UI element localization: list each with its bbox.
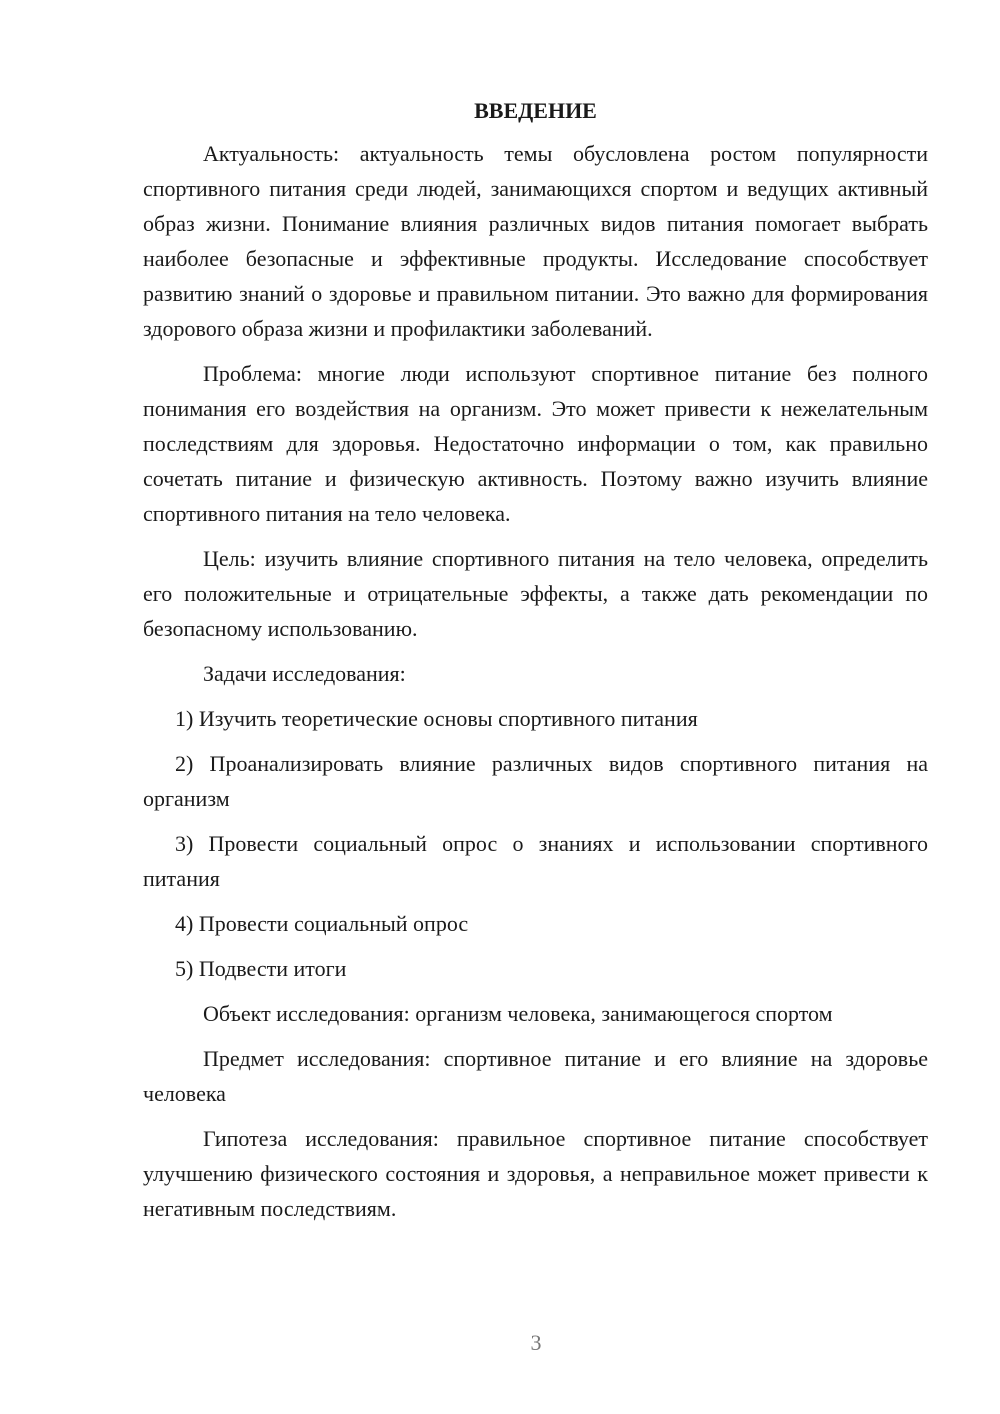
paragraph-subject: Предмет исследования: спортивное питание и его влияние на здоровье человека <box>143 1046 928 1106</box>
task-item-1: 1) Изучить теоретические основы спортивного питания <box>175 706 698 731</box>
page-number: 3 <box>530 1330 542 1355</box>
document-page <box>143 96 928 1236</box>
paragraph-object: Объект исследования: организм человека, занимающегося спортом <box>203 1001 833 1026</box>
section-heading: ВВЕДЕНИЕ <box>474 98 597 123</box>
paragraph-relevance: Актуальность: актуальность темы обусловлена ростом популярности спортивного питания среди людей, занимающихся спортом и ведущих активный образ жизни. Понимание влияния различных видов питания помогает выбрать наиболее безопасные и эффективные продукты. Исследование способствует развитию знаний о здоровье и правильном питании. Это важно для формирования здорового образа жизни и профилактики заболеваний. <box>143 141 928 341</box>
task-item-5: 5) Подвести итоги <box>175 956 347 981</box>
paragraph-goal: Цель: изучить влияние спортивного питания на тело человека, определить его положительные и отрицательные эффекты, а также дать рекомендации по безопасному использованию. <box>143 546 928 641</box>
paragraph-hypothesis: Гипотеза исследования: правильное спортивное питание способствует улучшению физического состояния и здоровья, а неправильное может привести к негативным последствиям. <box>143 1126 928 1221</box>
paragraph-tasks-title: Задачи исследования: <box>203 661 406 686</box>
task-item-4: 4) Провести социальный опрос <box>175 911 469 936</box>
task-item-3: 3) Провести социальный опрос о знаниях и использовании спортивного питания <box>143 831 928 891</box>
task-item-2: 2) Проанализировать влияние различных видов спортивного питания на организм <box>143 751 928 811</box>
paragraph-problem: Проблема: многие люди используют спортивное питание без полного понимания его воздействия на организм. Это может привести к нежелательным последствиям для здоровья. Недостаточно информации о том, как правильно сочетать питание и физическую активность. Поэтому важно изучить влияние спортивного питания на тело человека. <box>143 361 928 526</box>
